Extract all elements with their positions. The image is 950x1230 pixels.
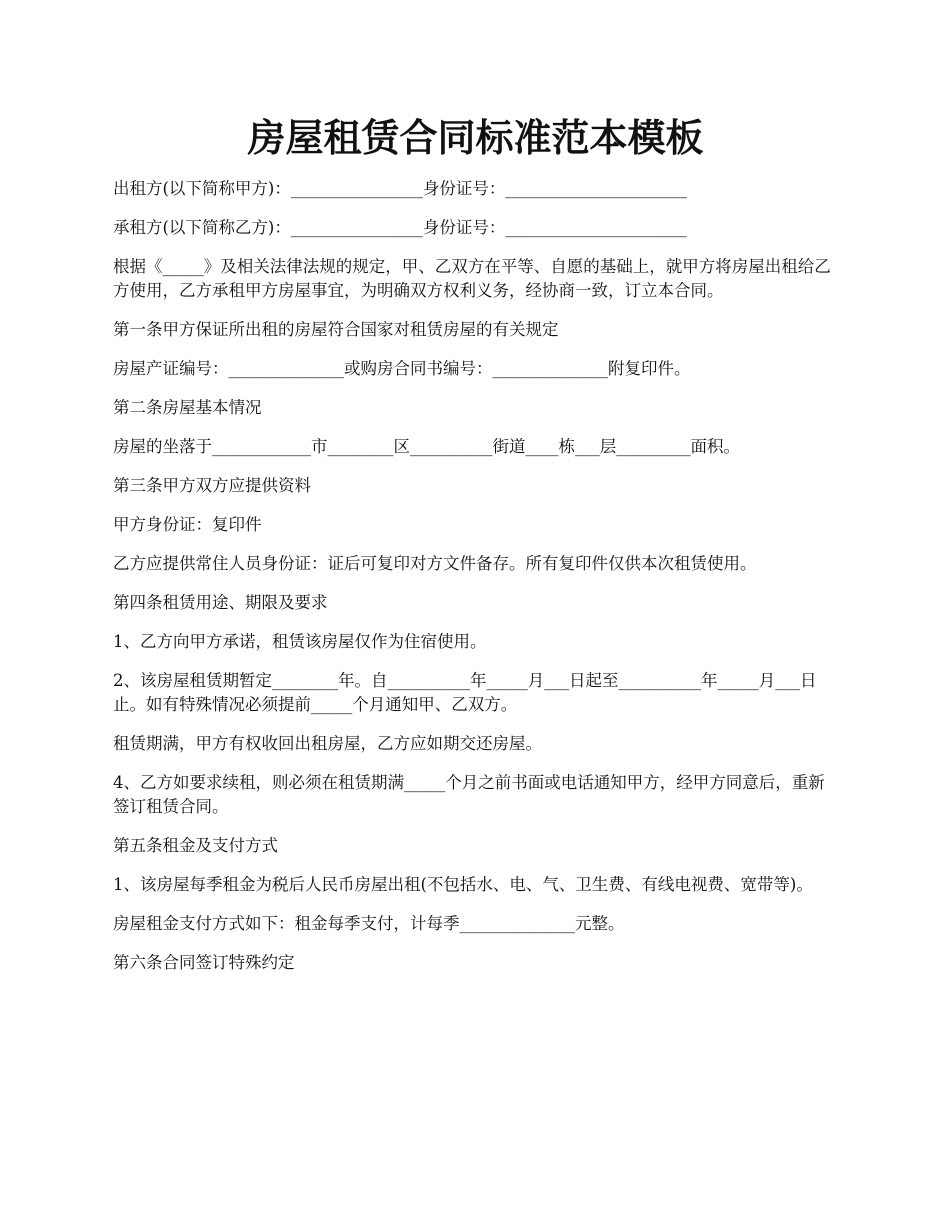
paragraph-property-certificate: 房屋产证编号：______________或购房合同书编号：______________附复印件。 — [113, 359, 691, 378]
article-6-heading: 第六条合同签订特殊约定 — [113, 953, 295, 972]
paragraph-lessor-id: 甲方身份证：复印件 — [113, 515, 262, 534]
article-2-heading: 第二条房屋基本情况 — [113, 398, 262, 417]
paragraph-rent: 1、该房屋每季租金为税后人民币房屋出租(不包括水、电、气、卫生费、有线电视费、宽带等)。 — [113, 875, 813, 894]
document-body — [113, 177, 838, 975]
paragraph-usage: 1、乙方向甲方承诺，租赁该房屋仅作为住宿使用。 — [113, 632, 487, 651]
paragraph-payment: 房屋租金支付方式如下：租金每季支付，计每季______________元整。 — [113, 914, 625, 933]
document-title: 房屋租赁合同标准范本模板 — [247, 116, 704, 160]
article-5-heading: 第五条租金及支付方式 — [113, 836, 278, 855]
paragraph-term: 2、该房屋租赁期暂定________年。自__________年_____月___日起至__________年_____月___日止。如有特殊情况必须提前_____个月通知甲、乙双方。 — [113, 671, 817, 714]
article-4-heading: 第四条租赁用途、期限及要求 — [113, 593, 328, 612]
paragraph-property-location: 房屋的坐落于____________市________区__________街道____栋___层_________面积。 — [113, 437, 740, 456]
paragraph-lessor: 出租方(以下简称甲方)：________________身份证号：______________________ — [113, 179, 687, 198]
paragraph-preamble: 根据《_____》及相关法律法规的规定，甲、乙双方在平等、自愿的基础上，就甲方将房屋出租给乙方使用，乙方承租甲方房屋事宜，为明确双方权利义务，经协商一致，订立本合同。 — [113, 257, 831, 300]
paragraph-term-end: 租赁期满，甲方有权收回出租房屋，乙方应如期交还房屋。 — [113, 734, 542, 753]
article-1-heading: 第一条甲方保证所出租的房屋符合国家对租赁房屋的有关规定 — [113, 320, 559, 339]
paragraph-lessee: 承租方(以下简称乙方)：________________身份证号：______________________ — [113, 218, 687, 237]
paragraph-renewal: 4、乙方如要求续租，则必须在租赁期满_____个月之前书面或电话通知甲方，经甲方同意后，重新签订租赁合同。 — [113, 773, 825, 816]
article-3-heading: 第三条甲方双方应提供资料 — [113, 476, 311, 495]
paragraph-lessee-id: 乙方应提供常住人员身份证：证后可复印对方文件备存。所有复印件仅供本次租赁使用。 — [113, 554, 757, 573]
